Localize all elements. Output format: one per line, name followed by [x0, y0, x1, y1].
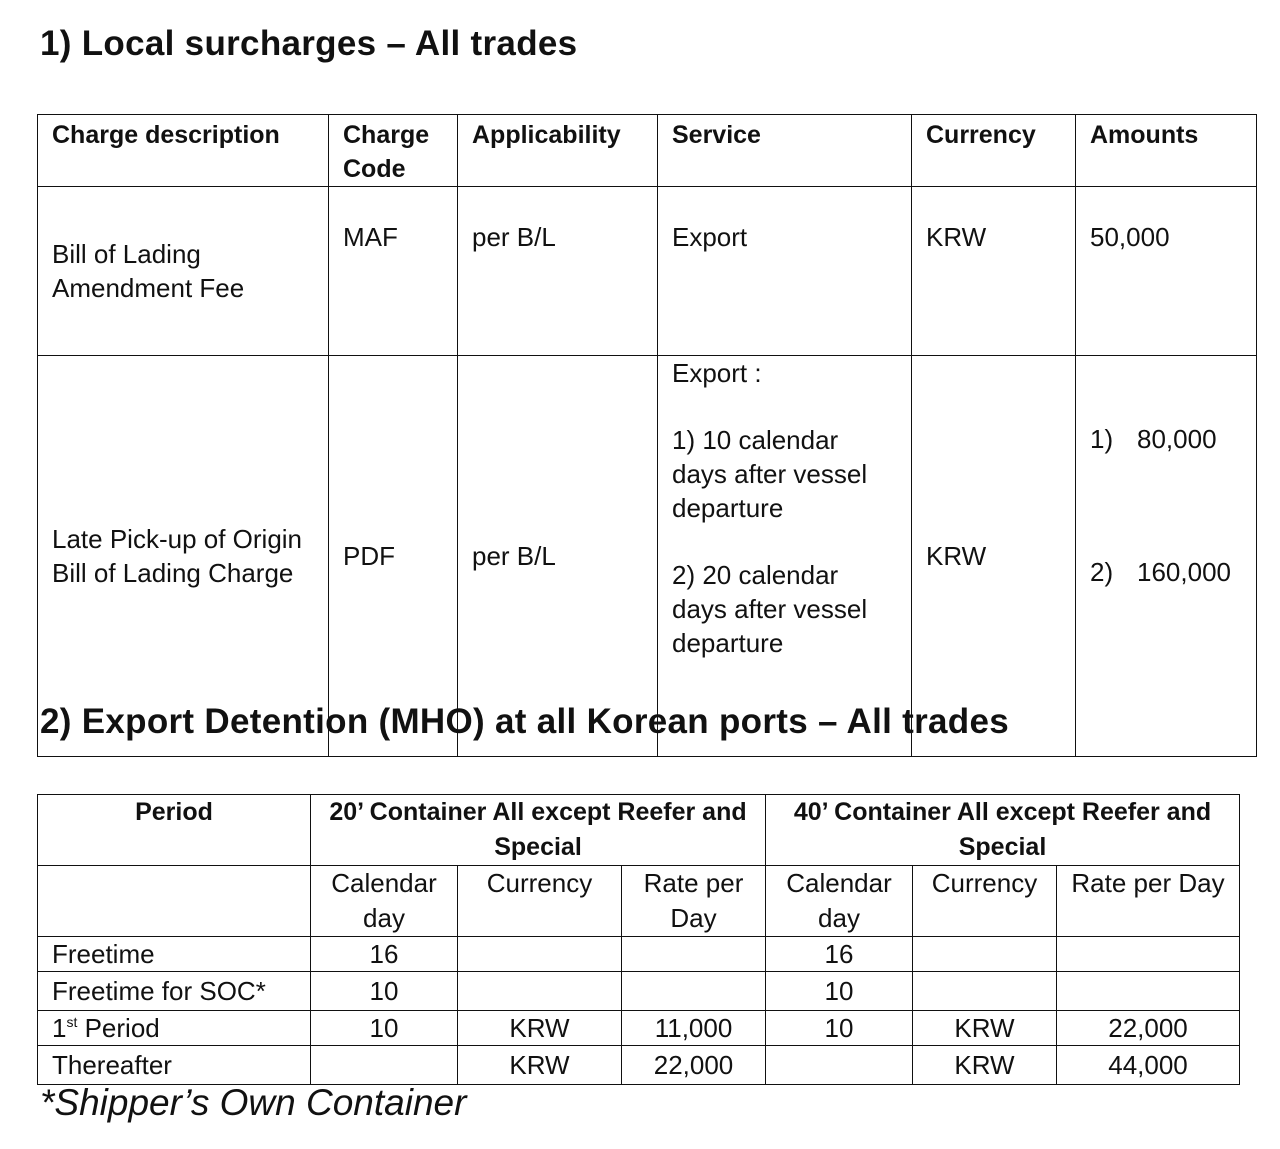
section-1-title: 1) Local surcharges – All trades: [40, 24, 578, 63]
period-word: Period: [77, 1012, 160, 1043]
empty-cell: [38, 866, 311, 937]
charge-code: MAF: [329, 187, 458, 356]
cell: [766, 1046, 913, 1085]
local-surcharges-table: [37, 114, 1257, 757]
service: Export: [658, 187, 912, 356]
period-label: [38, 1011, 311, 1046]
table-header-row: [38, 795, 1240, 866]
cell: 11,000: [622, 1011, 766, 1046]
period-label: Freetime for SOC*: [38, 972, 311, 1011]
table-row: [38, 1046, 1240, 1085]
amount-marker: 2): [1090, 557, 1114, 587]
currency: KRW: [912, 356, 1076, 757]
amount-item: [1090, 422, 1242, 456]
cell: KRW: [913, 1011, 1057, 1046]
group-header: 40’ Container All except Reefer and Special: [766, 795, 1240, 866]
export-detention-table: [37, 794, 1240, 1085]
cell: 16: [311, 937, 458, 972]
column-header: Applicability: [458, 115, 658, 187]
service-heading: Export :: [672, 358, 762, 388]
cell: 10: [311, 972, 458, 1011]
column-header: Charge description: [38, 115, 329, 187]
sub-header: Currency: [458, 866, 622, 937]
applicability: per B/L: [458, 356, 658, 757]
sub-header: Calendar day: [766, 866, 913, 937]
column-header: Charge Code: [329, 115, 458, 187]
sub-header-row: [38, 866, 1240, 937]
sub-header: Rate per Day: [622, 866, 766, 937]
currency: KRW: [912, 187, 1076, 356]
section-2-title: 2) Export Detention (MHO) at all Korean ports – All trades: [40, 702, 1010, 741]
table-row: [38, 972, 1240, 1011]
column-header: Amounts: [1076, 115, 1257, 187]
cell: 10: [766, 1011, 913, 1046]
period-label: Thereafter: [38, 1046, 311, 1085]
period-label: Freetime: [38, 937, 311, 972]
charge-code: PDF: [329, 356, 458, 757]
amount-value: 160,000: [1137, 557, 1231, 587]
service: [658, 356, 912, 757]
sub-header: Currency: [913, 866, 1057, 937]
charge-description: Late Pick-up of Origin Bill of Lading Charge: [38, 356, 329, 757]
column-header: Service: [658, 115, 912, 187]
cell: KRW: [458, 1046, 622, 1085]
amount-marker: 1): [1090, 424, 1114, 454]
table-row: [38, 187, 1257, 356]
table-row: [38, 356, 1257, 757]
sub-header: Rate per Day: [1057, 866, 1240, 937]
cell: 22,000: [622, 1046, 766, 1085]
cell: 44,000: [1057, 1046, 1240, 1085]
cell: 22,000: [1057, 1011, 1240, 1046]
group-header: 20’ Container All except Reefer and Special: [311, 795, 766, 866]
cell: KRW: [913, 1046, 1057, 1085]
service-item: 2) 20 calendar days after vessel departure: [672, 560, 868, 658]
footnote: *Shipper’s Own Container: [40, 1082, 467, 1123]
column-header: Currency: [912, 115, 1076, 187]
amount-item: [1090, 555, 1242, 589]
period-header: Period: [38, 795, 311, 866]
cell: [458, 937, 622, 972]
table-row: [38, 937, 1240, 972]
cell: [622, 937, 766, 972]
cell: [311, 1046, 458, 1085]
cell: 10: [311, 1011, 458, 1046]
period-number: 1: [52, 1012, 67, 1043]
sub-header: Calendar day: [311, 866, 458, 937]
cell: [622, 972, 766, 1011]
cell: [458, 972, 622, 1011]
table-header-row: [38, 115, 1257, 187]
applicability: per B/L: [458, 187, 658, 356]
cell: [913, 937, 1057, 972]
cell: [1057, 937, 1240, 972]
service-item: 1) 10 calendar days after vessel departure: [672, 425, 868, 523]
ordinal-suffix: st: [66, 1013, 78, 1030]
cell: KRW: [458, 1011, 622, 1046]
amount-value: 80,000: [1137, 424, 1217, 454]
table-row: [38, 1011, 1240, 1046]
amount: 50,000: [1076, 187, 1257, 356]
cell: 16: [766, 937, 913, 972]
cell: [913, 972, 1057, 1011]
cell: [1057, 972, 1240, 1011]
cell: 10: [766, 972, 913, 1011]
amount: [1076, 356, 1257, 757]
charge-description: Bill of Lading Amendment Fee: [38, 187, 329, 356]
